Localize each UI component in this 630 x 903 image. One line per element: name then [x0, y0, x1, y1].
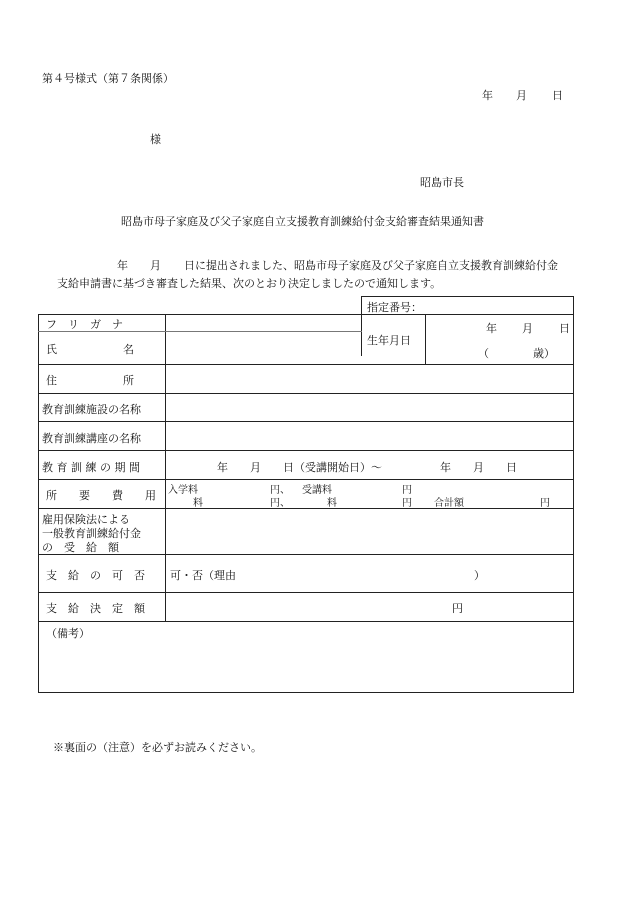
- remarks-label: （備考）: [46, 627, 90, 640]
- age-open: （: [478, 347, 489, 360]
- cost-total-label: 合計額: [434, 498, 464, 509]
- cost-entry-b: 料: [193, 498, 203, 509]
- body-month: 月: [150, 259, 161, 272]
- cost-tuition-b: 料: [327, 498, 337, 509]
- addressee-suffix: 様: [150, 133, 161, 146]
- course-label: 教育訓練講座の名称: [42, 432, 141, 445]
- cost-yen-4: 円: [402, 498, 412, 509]
- footer-note: ※裏面の（注意）を必ずお読みください。: [53, 741, 262, 754]
- approval-label: 支 給 の 可 否: [46, 569, 145, 582]
- birth-month: 月: [522, 322, 533, 335]
- birth-year: 年: [486, 322, 497, 335]
- date-year: 年: [482, 89, 493, 102]
- designation-label: 指定番号：: [367, 301, 422, 314]
- name-label: 氏 名: [46, 343, 134, 356]
- date-month: 月: [516, 89, 527, 102]
- period-label: 教 育 訓 練 の 期 間: [42, 461, 140, 474]
- address-label: 住 所: [46, 374, 134, 387]
- furigana-label: フ リ ガ ナ: [46, 318, 123, 331]
- sender: 昭島市長: [420, 176, 464, 189]
- amount-label: 支 給 決 定 額: [46, 602, 145, 615]
- document-title: 昭島市母子家庭及び父子家庭自立支援教育訓練給付金支給審査結果通知書: [121, 215, 484, 228]
- body-line2: 支給申請書に基づき審査した結果、次のとおり決定しましたので通知します。: [57, 277, 442, 290]
- cost-entry-a: 入学料: [168, 485, 198, 496]
- cost-total-yen: 円: [540, 498, 550, 509]
- cost-yen-3: 円: [402, 485, 412, 496]
- insurance-label-3: の 受 給 額: [42, 541, 119, 554]
- date-day: 日: [552, 89, 563, 102]
- cost-label: 所 要 費 用: [46, 489, 156, 502]
- cost-tuition-a: 受講料: [302, 485, 332, 496]
- approval-value: 可・否（理由: [170, 569, 236, 582]
- period-end: 年 月 日: [440, 461, 517, 474]
- body-line1: 日に提出されました、昭島市母子家庭及び父子家庭自立支援教育訓練給付金: [184, 259, 558, 272]
- insurance-label-2: 一般教育訓練給付金: [42, 527, 141, 540]
- birth-label: 生年月日: [367, 334, 411, 347]
- birth-day: 日: [559, 322, 570, 335]
- form-number: 第４号様式（第７条関係）: [42, 72, 174, 85]
- cost-yen-1: 円、: [270, 485, 290, 496]
- period-start: 年 月 日（受講開始日）～: [217, 461, 382, 474]
- amount-yen: 円: [452, 602, 463, 615]
- facility-label: 教育訓練施設の名称: [42, 403, 141, 416]
- insurance-label-1: 雇用保険法による: [42, 513, 130, 526]
- approval-close: ）: [474, 569, 485, 582]
- cost-yen-2: 円、: [270, 498, 290, 509]
- body-year: 年: [117, 259, 128, 272]
- age-unit: 歳）: [533, 347, 555, 360]
